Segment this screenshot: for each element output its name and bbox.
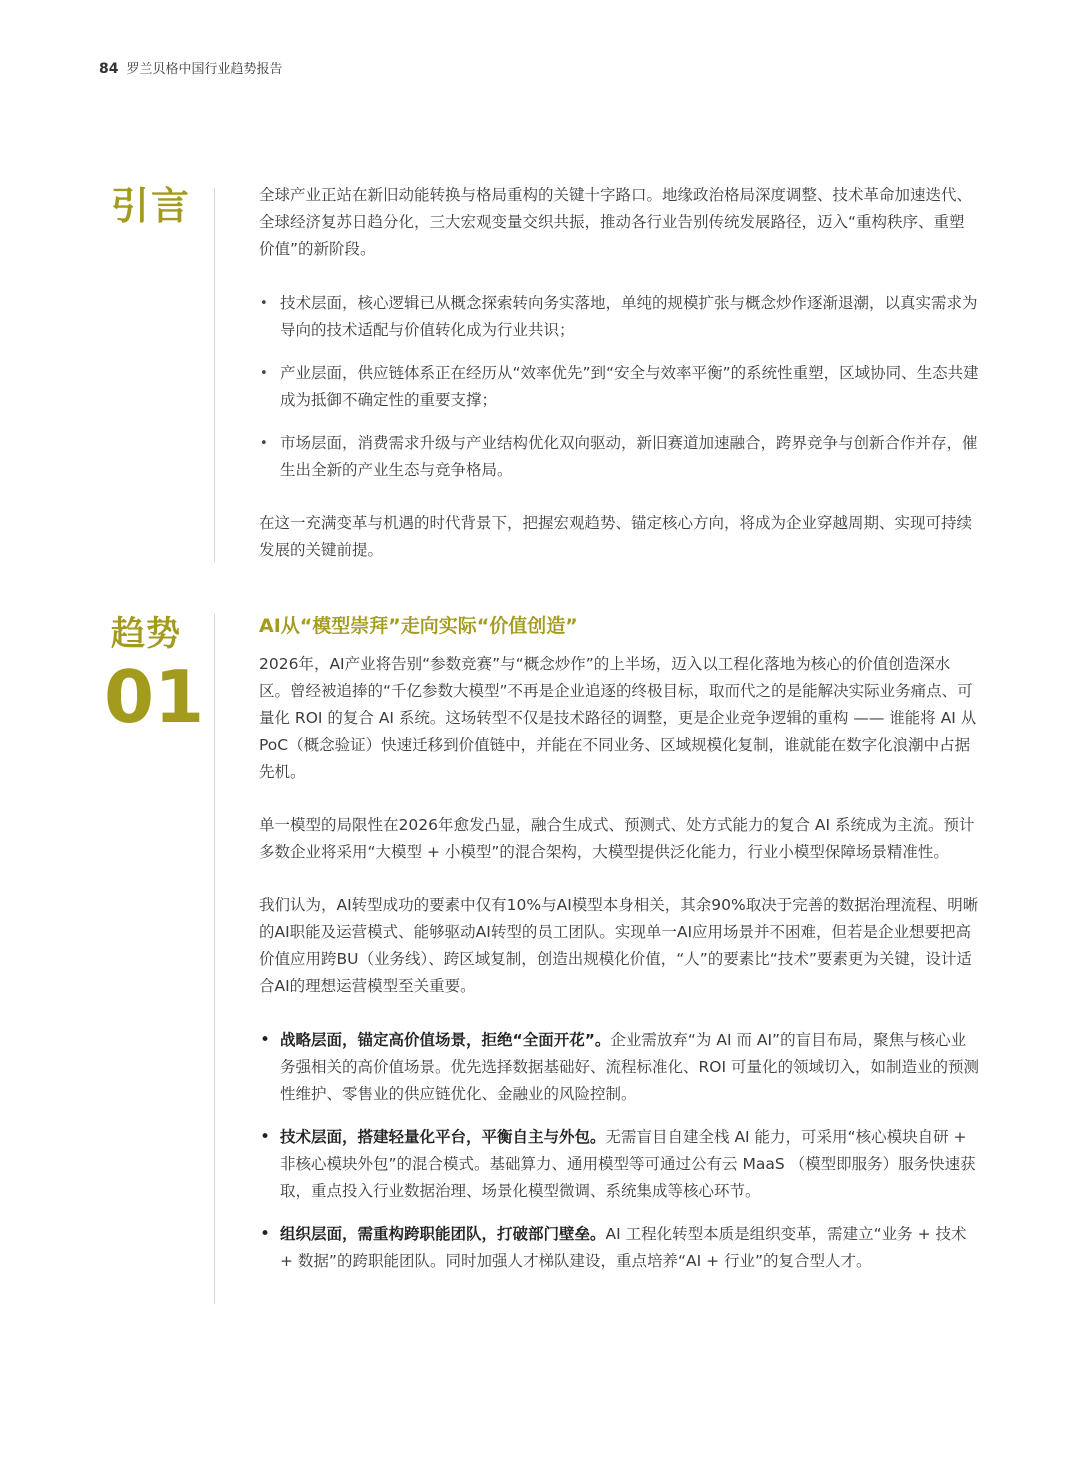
intro-content xyxy=(259,182,979,564)
trend-side-title: 趋势 xyxy=(111,614,181,654)
trend-paragraph-2: 单一模型的局限性在2026年愈发凸显，融合生成式、预测式、处方式能力的复合 AI 系统成为主流。预计多数企业将采用“大模型 + 小模型”的混合架构，大模型提供泛化能力，行业小模型保障场景精准性。 xyxy=(259,816,975,861)
trend-bullet-3-lead: 组织层面，需重构跨职能团队，打破部门壁垒。 xyxy=(280,1225,606,1243)
trend-bullet-2-lead: 技术层面，搭建轻量化平台，平衡自主与外包。 xyxy=(280,1128,606,1146)
trend-side-number: 01 xyxy=(104,655,205,739)
intro-paragraph-2: 在这一充满变革与机遇的时代背景下，把握宏观趋势、锚定核心方向，将成为企业穿越周期、实现可持续发展的关键前提。 xyxy=(259,514,973,559)
trend-paragraph-1: 2026年，AI产业将告别“参数竞赛”与“概念炒作”的上半场，迈入以工程化落地为核心的价值创造深水区。曾经被追捧的“千亿参数大模型”不再是企业追逐的终极目标，取而代之的是能解决实际业务痛点、可量化 ROI 的复合 AI 系统。这场转型不仅是技术路径的调整，更是企业竞争逻辑的重构 —— 谁能将 AI 从PoC（概念验证）快速迁移到价值链中，并能在不同业务、区域规模化复制，谁就能在数字化浪潮中占据先机。 xyxy=(259,655,977,781)
trend-heading: AI从“模型崇拜”走向实际“价值创造” xyxy=(259,615,578,637)
intro-bullet-1: • 技术层面，核心逻辑已从概念探索转向务实落地，单纯的规模扩张与概念炒作逐渐退潮，以真实需求为导向的技术适配与价值转化成为行业共识； xyxy=(259,290,979,344)
trend-bullet-2 xyxy=(259,1124,979,1205)
trend-content xyxy=(259,612,979,1275)
trend-divider xyxy=(214,614,215,1304)
trend-bullet-1-lead: 战略层面，锚定高价值场景，拒绝“全面开花”。 xyxy=(280,1031,611,1049)
trend-bullet-2-text: 无需盲目自建全栈 AI 能力，可采用“核心模块自研 + 非核心模块外包”的混合模式。基础算力、通用模型等可通过公有云 MaaS （模型即服务）服务快速获取，重点投入行业数据治理、场景化模型微调、系统集成等核心环节。 xyxy=(280,1128,976,1200)
trend-bullet-1-text: 企业需放弃“为 AI 而 AI”的盲目布局，聚焦与核心业务强相关的高价值场景。优先选择数据基础好、流程标准化、ROI 可量化的领域切入，如制造业的预测性维护、零售业的供应链优化、金融业的风险控制。 xyxy=(280,1031,979,1103)
intro-paragraph-1: 全球产业正站在新旧动能转换与格局重构的关键十字路口。地缘政治格局深度调整、技术革命加速迭代、全球经济复苏日趋分化，三大宏观变量交织共振，推动各行业告别传统发展路径，迈入“重构秩序、重塑价值”的新阶段。 xyxy=(259,186,973,258)
trend-bullet-list xyxy=(259,1027,979,1275)
trend-bullet-1 xyxy=(259,1027,979,1108)
intro-bullet-3: • 市场层面，消费需求升级与产业结构优化双向驱动，新旧赛道加速融合，跨界竞争与创新合作并存，催生出全新的产业生态与竞争格局。 xyxy=(259,430,979,484)
report-title: 罗兰贝格中国行业趋势报告 xyxy=(126,62,283,77)
trend-bullet-3-text: AI 工程化转型本质是组织变革，需建立“业务 + 技术 + 数据”的跨职能团队。同时加强人才梯队建设，重点培养“AI + 行业”的复合型人才。 xyxy=(280,1225,967,1270)
intro-side-title: 引言 xyxy=(111,184,192,228)
intro-bullet-list xyxy=(259,290,979,484)
page-header xyxy=(99,58,283,77)
trend-bullet-3 xyxy=(259,1221,979,1275)
page-number: 84 xyxy=(99,61,119,77)
trend-paragraph-3: 我们认为，AI转型成功的要素中仅有10%与AI模型本身相关，其余90%取决于完善的数据治理流程、明晰的AI职能及运营模式、能够驱动AI转型的员工团队。实现单一AI应用场景并不困难，但若是企业想要把高价值应用跨BU（业务线）、跨区域复制，创造出规模化价值，“人”的要素比“技术”要素更为关键，设计适合AI的理想运营模型至关重要。 xyxy=(259,896,979,995)
intro-bullet-2: • 产业层面，供应链体系正在经历从“效率优先”到“安全与效率平衡”的系统性重塑，区域协同、生态共建成为抵御不确定性的重要支撑； xyxy=(259,360,979,414)
intro-divider xyxy=(214,188,215,562)
